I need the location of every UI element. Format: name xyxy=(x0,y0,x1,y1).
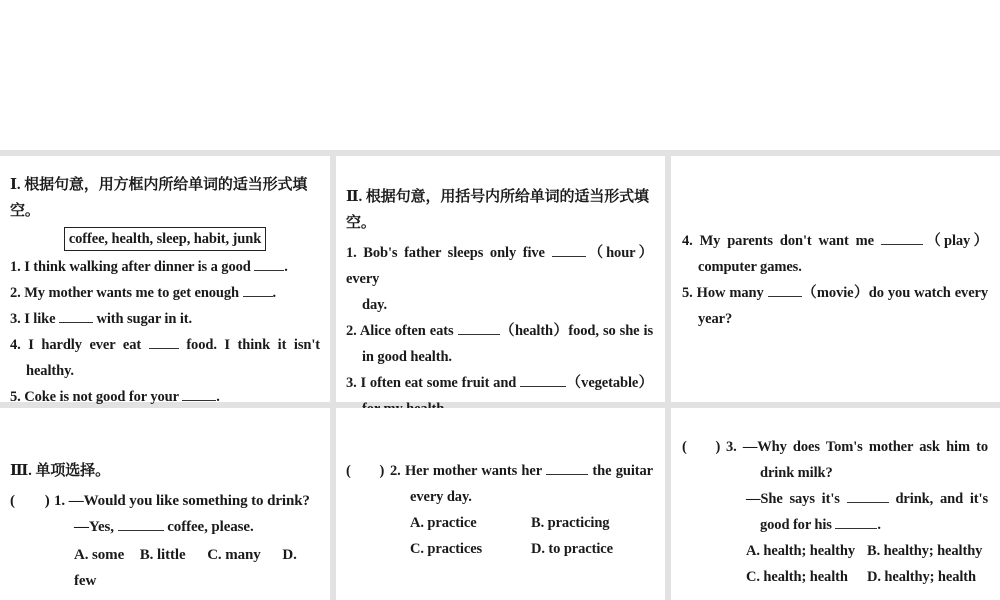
s2-question-4: 4. My parents don't want me （play） xyxy=(682,228,988,254)
section-3-panel-q3 xyxy=(671,408,1000,600)
s3-question-2-line2: every day. xyxy=(410,489,472,505)
section-3-panel xyxy=(0,408,330,600)
option-c[interactable]: C. practices xyxy=(410,541,483,557)
answer-blank[interactable] xyxy=(835,514,877,529)
answer-blank[interactable] xyxy=(520,372,566,387)
answer-blank[interactable] xyxy=(118,516,164,531)
option-b[interactable]: B. practicing xyxy=(531,515,610,531)
section-2-panel-continued xyxy=(671,156,1000,402)
answer-blank[interactable] xyxy=(552,242,586,257)
s3-question-3-options-row1 xyxy=(682,538,988,564)
s3-question-3-options-row2 xyxy=(682,564,988,590)
option-d[interactable]: D. healthy; health xyxy=(867,569,976,585)
s1-question-1: 1. I think walking after dinner is a good . xyxy=(10,254,320,280)
option-b[interactable]: B. healthy; healthy xyxy=(867,543,983,559)
section-1-heading: Ⅰ. 根据句意，用方框内所给单词的适当形式填空。 xyxy=(10,177,308,219)
s1-question-4-cont: healthy. xyxy=(26,363,74,379)
answer-blank[interactable] xyxy=(546,460,588,475)
s1-question-4: 4. I hardly ever eat food. I think it isn't xyxy=(10,332,320,358)
s2-question-5: 5. How many （movie）do you watch every xyxy=(682,280,988,306)
option-d[interactable]: D. few xyxy=(74,547,297,589)
answer-blank[interactable] xyxy=(254,256,284,271)
answer-paren[interactable]: ( ) xyxy=(10,493,50,509)
s2-question-2: 2. Alice often eats （health）food, so she is xyxy=(346,318,653,344)
s1-question-3: 3. I like with sugar in it. xyxy=(10,306,320,332)
s2-question-2-cont: in good health. xyxy=(362,349,452,365)
answer-blank[interactable] xyxy=(847,488,889,503)
answer-blank[interactable] xyxy=(768,282,802,297)
s3-question-3: ( ) 3. —Why does Tom's mother ask him to xyxy=(682,434,988,460)
s3-question-2: ( ) 2. Her mother wants her the guitar xyxy=(346,458,653,484)
s2-question-1-cont: day. xyxy=(362,297,387,313)
s3-question-3-line3: —She says it's drink, and it's xyxy=(682,486,988,512)
option-c[interactable]: C. many xyxy=(207,547,261,563)
option-b[interactable]: B. little xyxy=(139,547,186,563)
s3-question-2-options-row2 xyxy=(346,536,653,562)
answer-blank[interactable] xyxy=(59,308,93,323)
option-c[interactable]: C. health; health xyxy=(746,569,848,585)
s1-question-5: 5. Coke is not good for your . xyxy=(10,384,320,410)
option-a[interactable]: A. practice xyxy=(410,515,477,531)
s2-question-3: 3. I often eat some fruit and （vegetable） xyxy=(346,370,653,396)
option-a[interactable]: A. some xyxy=(74,547,125,563)
answer-blank[interactable] xyxy=(458,320,500,335)
s2-question-4-cont: computer games. xyxy=(698,259,802,275)
s3-question-1-line2: —Yes, coffee, please. xyxy=(10,514,322,540)
answer-blank[interactable] xyxy=(243,282,273,297)
s3-question-1: ( ) 1. —Would you like something to drink? xyxy=(10,488,322,514)
section-3-panel-q2 xyxy=(336,408,665,600)
answer-blank[interactable] xyxy=(881,230,923,245)
s3-question-3-line4: good for his . xyxy=(682,512,988,538)
section-2-panel xyxy=(336,156,665,402)
section-2-heading: Ⅱ. 根据句意，用括号内所给单词的适当形式填空。 xyxy=(346,189,649,231)
s1-question-2: 2. My mother wants me to get enough . xyxy=(10,280,320,306)
s3-question-1-options xyxy=(10,542,322,594)
answer-blank[interactable] xyxy=(149,334,179,349)
answer-paren[interactable]: ( ) xyxy=(346,463,385,479)
option-a[interactable]: A. health; healthy xyxy=(746,543,855,559)
s3-question-2-options-row1 xyxy=(346,510,653,536)
s2-question-1: 1. Bob's father sleeps only five （hour）every xyxy=(346,240,653,292)
s3-question-3-line2: drink milk? xyxy=(760,465,833,481)
option-d[interactable]: D. to practice xyxy=(531,541,613,557)
section-3-heading: Ⅲ. 单项选择。 xyxy=(10,463,110,479)
answer-paren[interactable]: ( ) xyxy=(682,439,721,455)
word-box: coffee, health, sleep, habit, junk xyxy=(64,227,266,251)
answer-blank[interactable] xyxy=(182,386,216,401)
section-1-panel xyxy=(0,156,330,405)
s2-question-5-cont: year? xyxy=(698,311,733,327)
